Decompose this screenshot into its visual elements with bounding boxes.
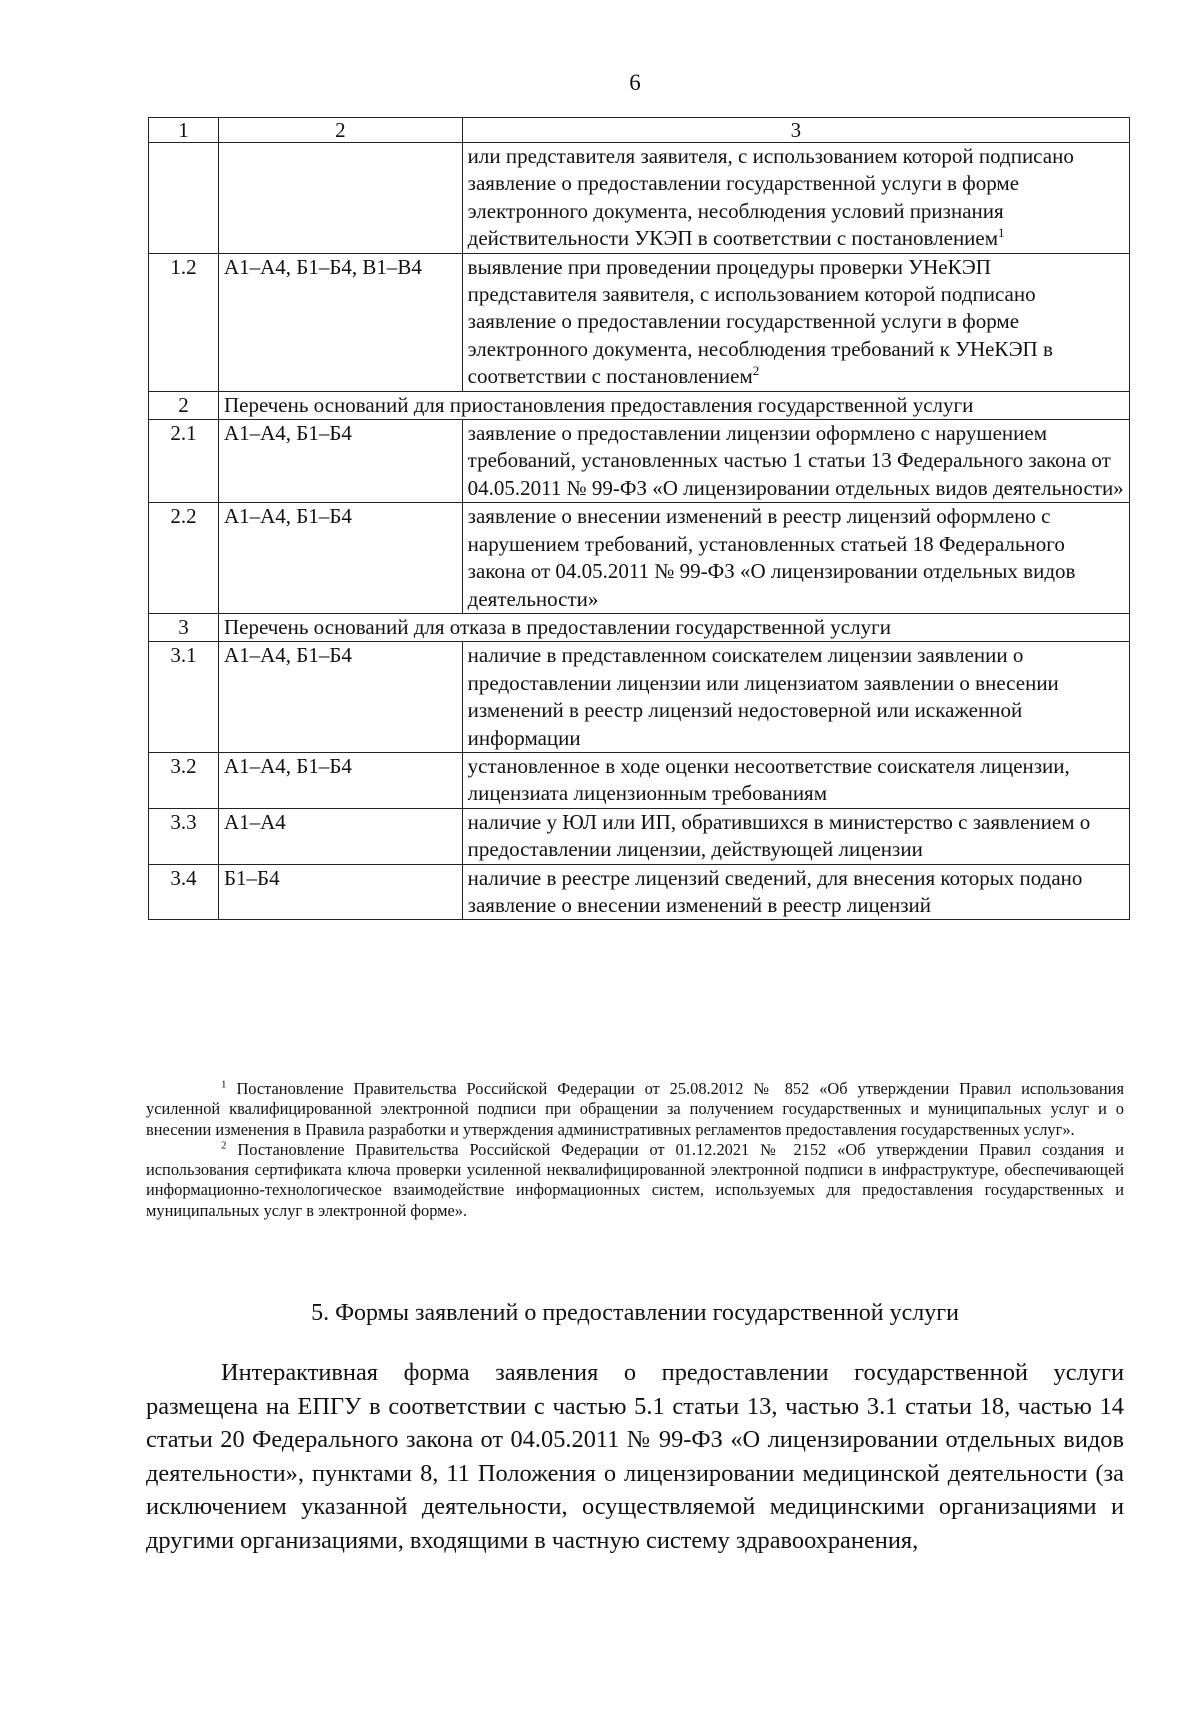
column-header: 3 [462,118,1129,143]
section-heading: Перечень оснований для отказа в предоставлении государственной услуги [218,613,1129,641]
row-text-cell [462,253,1129,391]
table-row [149,143,1130,254]
section-heading: Перечень оснований для приостановления предоставления государственной услуги [218,391,1129,419]
footnotes [146,1079,1124,1221]
table-row [149,864,1130,920]
page-number: 6 [629,70,641,95]
row-codes: А1–А4, Б1–Б4 [218,503,462,614]
footnote-mark: 1 [221,1078,227,1091]
column-header: 2 [218,118,462,143]
table-row [149,420,1130,503]
section-title: 5. Формы заявлений о предоставлении государственной услуги [311,1300,959,1326]
table-header-row [149,118,1130,143]
row-text: заявление о предоставлении лицензии оформлено с нарушением требований, установленных частью 1 статьи 13 Федерального закона от 04.05.2011 № 99-ФЗ «О лицензировании отдельных видов деятельности» [462,420,1129,503]
section-row [149,391,1130,419]
row-number: 3.3 [149,808,219,864]
row-text: или представителя заявителя, с использованием которой подписано заявление о предоставлении государственной услуги в форме электронного документа, несоблюдения условий признания действительности УКЭП в соответствии с постановлением [467,144,1074,251]
footnote-mark: 2 [221,1139,227,1152]
table-row [149,752,1130,808]
footnote [146,1140,1124,1221]
footnote [146,1079,1124,1140]
row-text: установленное в ходе оценки несоответствие соискателя лицензии, лицензиата лицензионным требованиям [462,752,1129,808]
table-row [149,642,1130,753]
footnote-text: Постановление Правительства Российской Федерации от 01.12.2021 № 2152 «Об утверждении Правил создания и использования сертификата ключа проверки усиленной неквалифицированной электронной подписи в инфраструктуре, обеспечивающей информационно-технологическое взаимодействие информационных систем, используемых для предоставления государственных и муниципальных услуг в электронной форме». [146,1139,1124,1220]
row-codes: Б1–Б4 [218,864,462,920]
row-number: 3.4 [149,864,219,920]
table-row [149,503,1130,614]
row-number: 2.1 [149,420,219,503]
section-row [149,613,1130,641]
row-codes [218,143,462,254]
row-number: 3.1 [149,642,219,753]
row-text: наличие у ЮЛ или ИП, обратившихся в министерство с заявлением о предоставлении лицензии, действующей лицензии [462,808,1129,864]
row-codes: А1–А4, Б1–Б4, В1–В4 [218,253,462,391]
footnote-text: Постановление Правительства Российской Федерации от 25.08.2012 № 852 «Об утверждении Правил использования усиленной квалифицированной электронной подписи при обращении за получением государственных и муниципальных услуг и о внесении изменения в Правила разработки и утверждения административных регламентов предоставления государственных услуг». [146,1079,1124,1139]
table-row [149,808,1130,864]
row-codes: А1–А4, Б1–Б4 [218,752,462,808]
column-header: 1 [149,118,219,143]
row-text: выявление при проведении процедуры проверки УНеКЭП представителя заявителя, с использованием которой подписано заявление о предоставлении государственной услуги в форме электронного документа, несоблюдения требований к УНеКЭП в соответствии с постановлением [467,254,1053,389]
row-codes: А1–А4, Б1–Б4 [218,642,462,753]
row-number: 1.2 [149,253,219,391]
footnote-ref: 1 [998,225,1005,241]
row-text: наличие в представленном соискателем лицензии заявлении о предоставлении лицензии или лицензиатом заявлении о внесении изменений в реестр лицензий недостоверной или искаженной информации [462,642,1129,753]
section-number: 3 [149,613,219,641]
row-codes: А1–А4 [218,808,462,864]
row-codes: А1–А4, Б1–Б4 [218,420,462,503]
row-text: наличие в реестре лицензий сведений, для внесения которых подано заявление о внесении изменений в реестр лицензий [462,864,1129,920]
grounds-table [148,117,1130,920]
row-text-cell [462,143,1129,254]
row-number: 2.2 [149,503,219,614]
row-number: 3.2 [149,752,219,808]
row-number [149,143,219,254]
row-text: заявление о внесении изменений в реестр лицензий оформлено с нарушением требований, установленных статьей 18 Федерального закона от 04.05.2011 № 99-ФЗ «О лицензировании отдельных видов деятельности» [462,503,1129,614]
table-row [149,253,1130,391]
section-number: 2 [149,391,219,419]
footnote-ref: 2 [752,363,760,379]
body-paragraph: Интерактивная форма заявления о предоставлении государственной услуги размещена на ЕПГУ в соответствии с частью 5.1 статьи 13, частью 3.1 статьи 18, частью 14 статьи 20 Федерального закона от 04.05.2011 № 99-ФЗ «О лицензировании отдельных видов деятельности», пунктами 8, 11 Положения о лицензировании медицинской деятельности (за исключением указанной деятельности, осуществляемой медицинскими организациями и другими организациями, входящими в частную систему здравоохранения, [146,1359,1124,1554]
